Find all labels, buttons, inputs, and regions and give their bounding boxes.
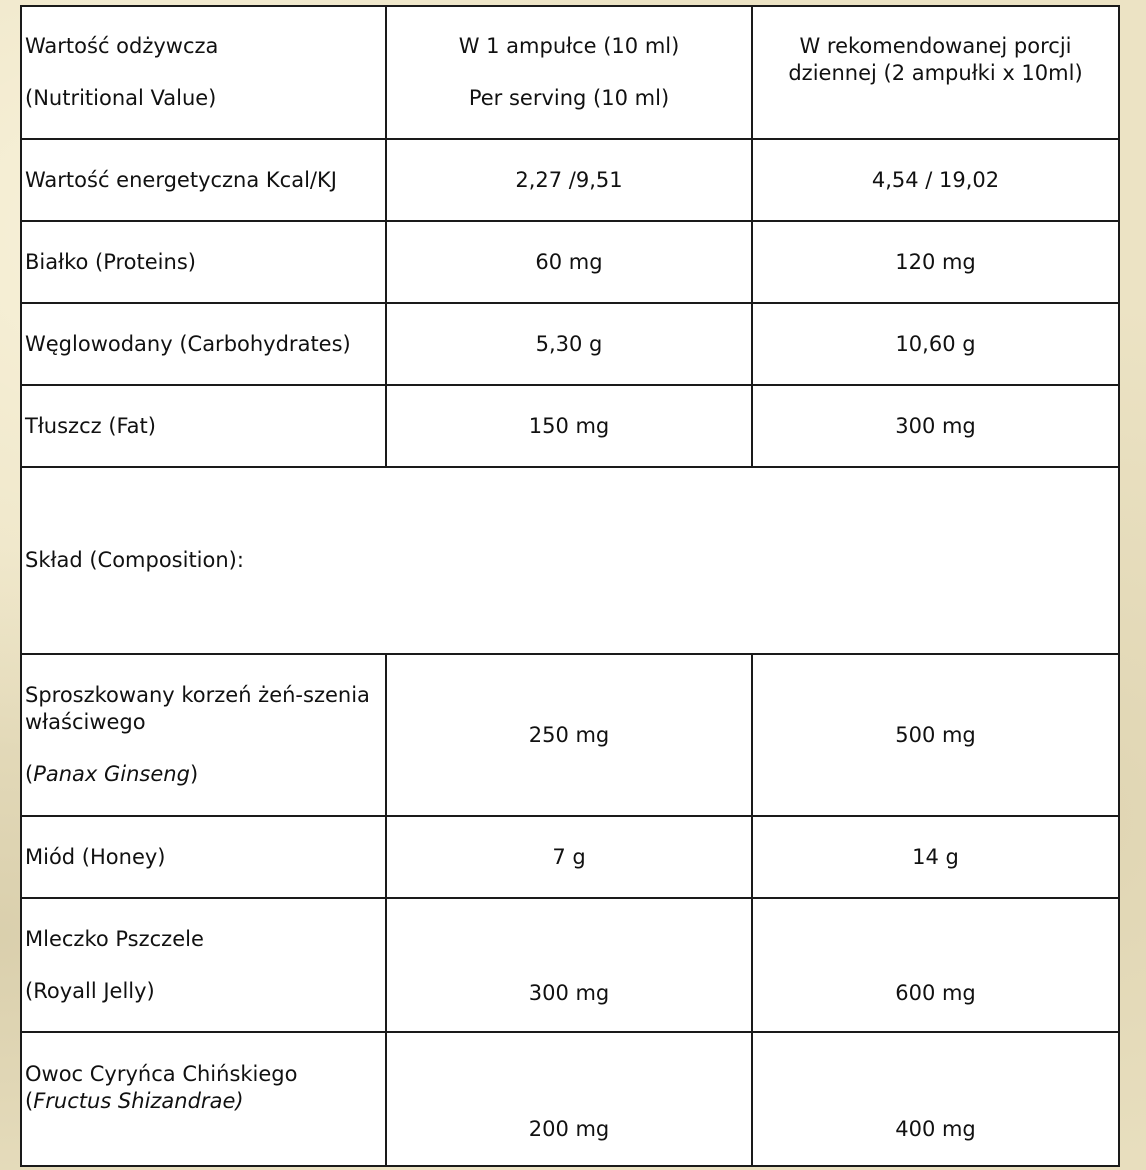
- nutrient-name: Węglowodany (Carbohydrates): [21, 303, 386, 385]
- ingredient-line1: Sproszkowany korzeń żeń-szenia: [25, 683, 370, 707]
- per-serving-value: 300 mg: [386, 898, 752, 1032]
- ingredient-latin-name: [25, 1088, 385, 1115]
- latin-text: Fructus Shizandrae): [33, 1089, 244, 1113]
- table-row: [21, 1032, 1119, 1166]
- composition-heading-row: [21, 467, 1119, 654]
- nutrition-table: [20, 5, 1120, 1167]
- latin-close-paren: ): [189, 762, 199, 786]
- nutrient-name: Tłuszcz (Fat): [21, 385, 386, 467]
- per-serving-value: 2,27 /9,51: [386, 139, 752, 221]
- latin-open-paren: (: [25, 1089, 34, 1113]
- latin-text: Panax Ginseng: [33, 762, 190, 786]
- ingredient-name: [21, 898, 386, 1032]
- table-row: [21, 654, 1119, 816]
- ingredient-name: [21, 1032, 386, 1166]
- daily-value: 500 mg: [752, 654, 1119, 816]
- header-row: [21, 6, 1119, 139]
- per-serving-value: 250 mg: [386, 654, 752, 816]
- header-daily-portion: [752, 6, 1119, 139]
- nutrient-name: Białko (Proteins): [21, 221, 386, 303]
- table-row: [21, 139, 1119, 221]
- header-col3-line1: W rekomendowanej porcji: [799, 34, 1072, 58]
- header-col1-line1: Wartość odżywcza: [25, 34, 219, 58]
- table-row: [21, 303, 1119, 385]
- daily-value: 10,60 g: [752, 303, 1119, 385]
- table-row: [21, 816, 1119, 898]
- per-serving-value: 200 mg: [386, 1032, 752, 1166]
- nutrient-name: Wartość energetyczna Kcal/KJ: [21, 139, 386, 221]
- daily-value: 400 mg: [752, 1032, 1119, 1166]
- nutrition-table-container: [20, 5, 1118, 1165]
- per-serving-value: 7 g: [386, 816, 752, 898]
- ingredient-line1: Mleczko Pszczele: [25, 926, 204, 951]
- ingredient-line2: (Royall Jelly): [25, 978, 155, 1003]
- table-row: [21, 221, 1119, 303]
- latin-open-paren: (: [25, 762, 34, 786]
- ingredient-line1: Owoc Cyryńca Chińskiego: [25, 1062, 298, 1086]
- header-col2-line2: Per serving (10 ml): [468, 86, 670, 110]
- ingredient-name: Miód (Honey): [21, 816, 386, 898]
- per-serving-value: 150 mg: [386, 385, 752, 467]
- table-row: [21, 385, 1119, 467]
- daily-value: 4,54 / 19,02: [752, 139, 1119, 221]
- header-col1-line2: (Nutritional Value): [25, 86, 217, 110]
- header-col3-line2: dziennej (2 ampułki x 10ml): [788, 61, 1083, 85]
- composition-label: Skład (Composition):: [21, 467, 1119, 654]
- daily-value: 600 mg: [752, 898, 1119, 1032]
- ingredient-line2: właściwego: [25, 710, 146, 734]
- header-per-serving: [386, 6, 752, 139]
- daily-value: 300 mg: [752, 385, 1119, 467]
- header-nutritional-value: [21, 6, 386, 139]
- daily-value: 14 g: [752, 816, 1119, 898]
- ingredient-latin-name: [25, 761, 385, 788]
- table-row: [21, 898, 1119, 1032]
- daily-value: 120 mg: [752, 221, 1119, 303]
- per-serving-value: 5,30 g: [386, 303, 752, 385]
- ingredient-name: [21, 654, 386, 816]
- header-col2-line1: W 1 ampułce (10 ml): [458, 34, 680, 58]
- per-serving-value: 60 mg: [386, 221, 752, 303]
